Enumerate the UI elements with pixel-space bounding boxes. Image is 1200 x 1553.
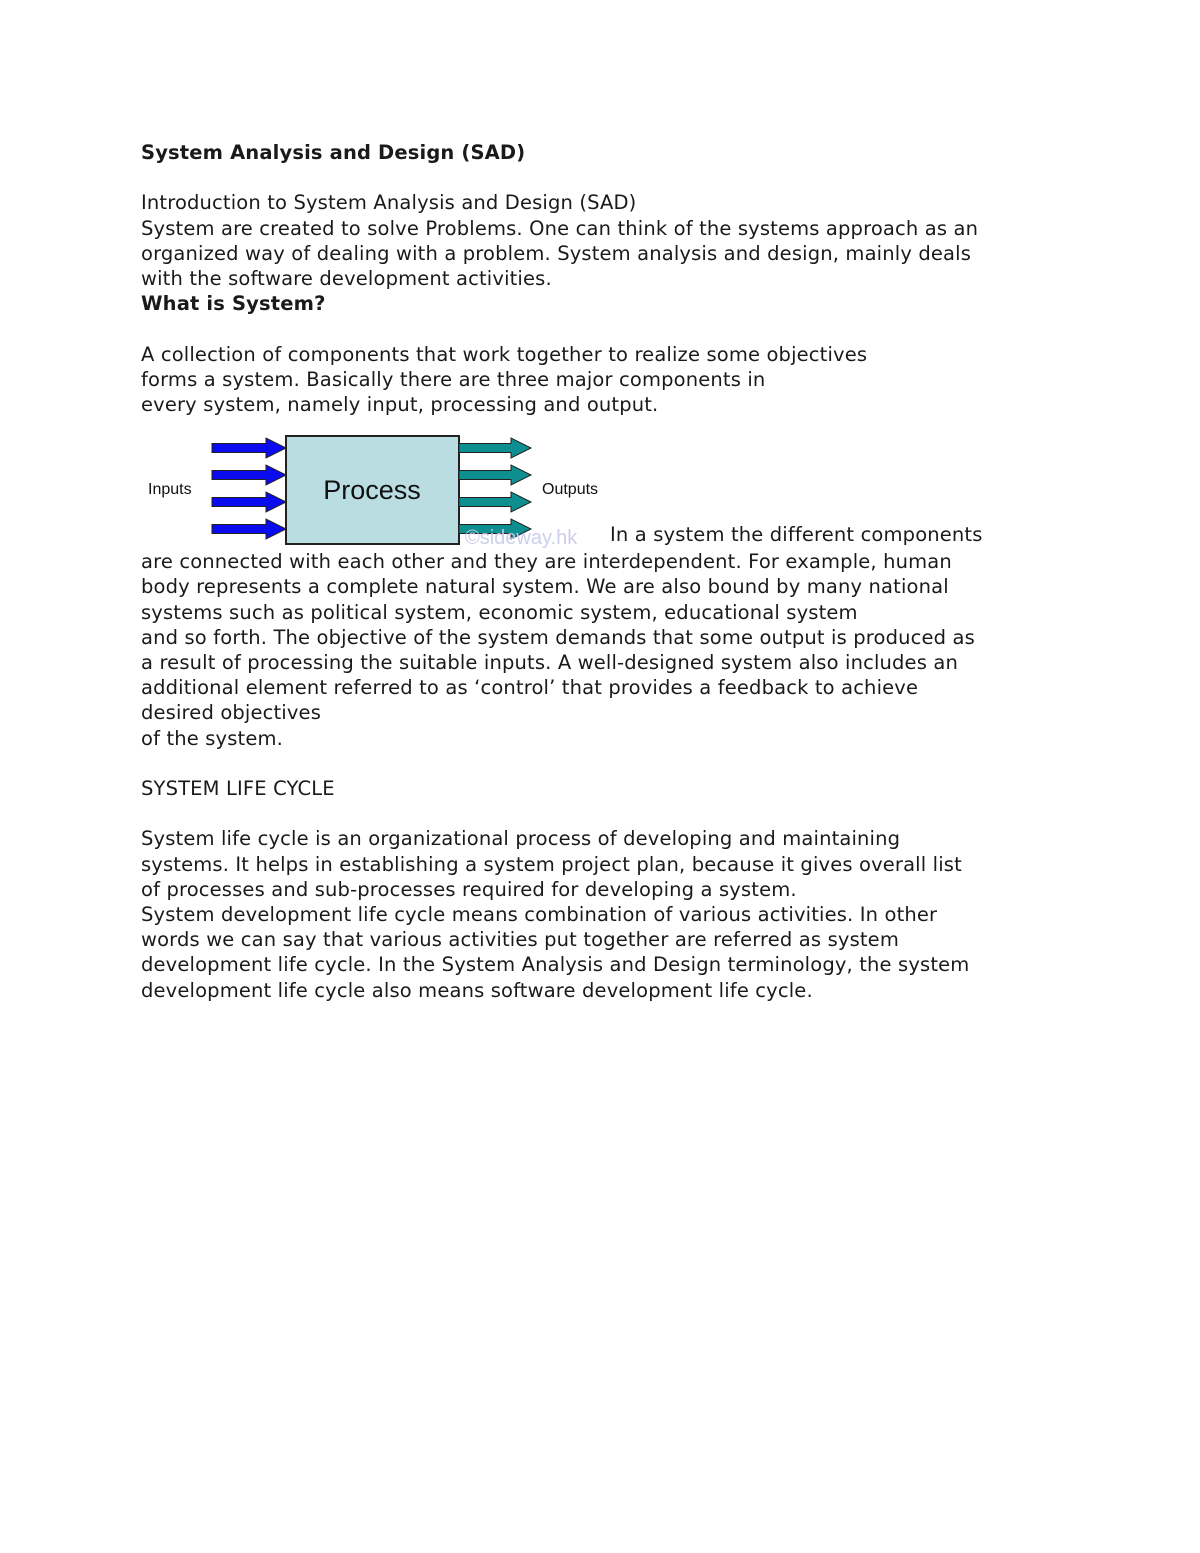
input-arrow <box>212 438 286 458</box>
system-line: desired objectives <box>141 701 322 725</box>
what-line: every system, namely input, processing and output. <box>141 393 659 416</box>
intro-line: with the software development activities. <box>141 267 552 290</box>
inputs-label: Inputs <box>148 481 192 499</box>
spacer <box>141 751 1071 776</box>
system-line: and so forth. The objective of the system demands that some output is produced as <box>141 625 975 649</box>
system-line: systems such as political system, economic system, educational system <box>141 600 858 624</box>
watermark: ©sideway.hk <box>465 527 578 550</box>
lifecycle-line: development life cycle. In the System Analysis and Design terminology, the system <box>141 953 970 977</box>
intro-line: organized way of dealing with a problem. System analysis and design, mainly deals <box>141 241 972 265</box>
system-line: body represents a complete natural system. We are also bound by many national <box>141 575 949 599</box>
lifecycle-line: words we can say that various activities put together are referred as system <box>141 928 899 952</box>
what-line: forms a system. Basically there are three major components in <box>141 367 766 391</box>
document-title: System Analysis and Design (SAD) <box>141 141 526 164</box>
intro-heading: Introduction to System Analysis and Design (SAD) <box>141 191 637 215</box>
what-line: A collection of components that work together to realize some objectives <box>141 342 868 366</box>
process-label: Process <box>323 475 421 506</box>
outputs-label: Outputs <box>542 481 599 499</box>
input-arrow <box>212 492 286 512</box>
spacer <box>141 801 1071 826</box>
system-line: additional element referred to as ‘control’ that provides a feedback to achieve <box>141 676 919 700</box>
what-is-system-heading: What is System? <box>141 292 326 316</box>
document-page <box>141 140 1071 1003</box>
output-arrow <box>459 465 531 485</box>
output-arrow <box>459 438 531 458</box>
system-line: of the system. <box>141 726 283 750</box>
lifecycle-line: development life cycle also means software development life cycle. <box>141 978 813 1002</box>
system-inline-text: In a system the different components <box>610 523 983 547</box>
lifecycle-line: of processes and sub-processes required for developing a system. <box>141 877 797 901</box>
lifecycle-heading: SYSTEM LIFE CYCLE <box>141 777 335 801</box>
lifecycle-line: System development life cycle means combination of various activities. In other <box>141 903 938 927</box>
spacer <box>141 316 1071 341</box>
output-arrows <box>459 438 531 539</box>
lifecycle-line: systems. It helps in establishing a system project plan, because it gives overall list <box>141 852 962 876</box>
system-line: are connected with each other and they are interdependent. For example, human <box>141 550 952 574</box>
spacer <box>141 165 1071 190</box>
diagram-row <box>141 423 1071 549</box>
system-line: a result of processing the suitable inputs. A well-designed system also includes an <box>141 651 958 675</box>
output-arrow <box>459 492 531 512</box>
input-arrow <box>212 465 286 485</box>
input-arrows <box>212 438 286 539</box>
input-arrow <box>212 519 286 539</box>
input-process-output-diagram <box>141 423 611 549</box>
intro-line: System are created to solve Problems. One can think of the systems approach as an <box>141 216 979 240</box>
lifecycle-line: System life cycle is an organizational process of developing and maintaining <box>141 827 901 851</box>
